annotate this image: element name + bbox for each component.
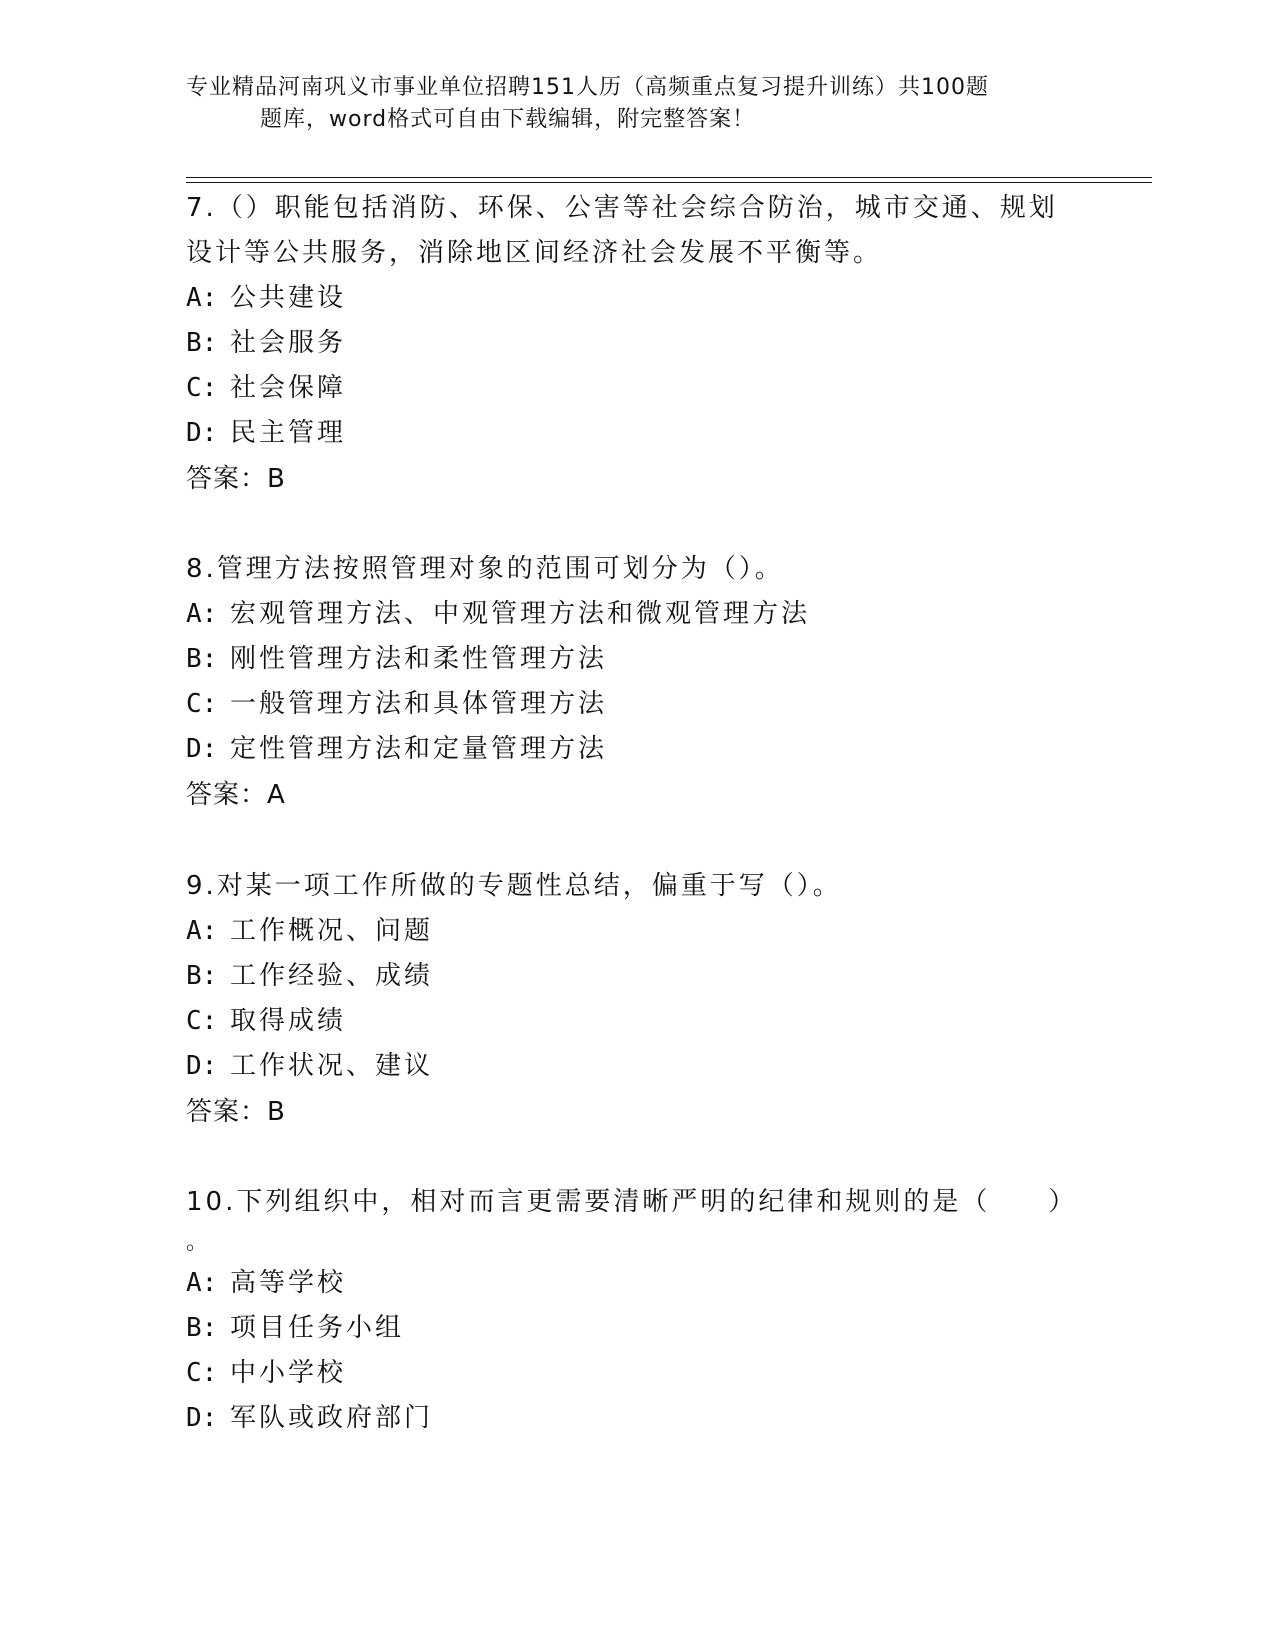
- option-d: [186, 1396, 1066, 1441]
- question-stem: 7.（）职能包括消防、环保、公害等社会综合防治，城市交通、规划: [186, 193, 1058, 223]
- option-c: [186, 366, 1066, 411]
- header-line-1: 专业精品河南巩义市事业单位招聘151人历（高频重点复习提升训练）共100题: [186, 75, 989, 100]
- option-text: 公共建设: [230, 283, 347, 313]
- question-7: [186, 186, 1066, 502]
- option-letter: D:: [186, 734, 218, 764]
- option-text: 刚性管理方法和柔性管理方法: [230, 644, 608, 674]
- question-stem-continued: 。: [186, 1230, 209, 1255]
- option-letter: C:: [186, 373, 218, 403]
- option-c: [186, 682, 1066, 727]
- option-text: 高等学校: [230, 1268, 347, 1298]
- document-header: [186, 72, 1066, 136]
- option-text: 社会保障: [230, 373, 347, 403]
- option-letter: B:: [186, 328, 218, 358]
- option-b: [186, 1306, 1066, 1351]
- option-text: 工作经验、成绩: [230, 961, 434, 991]
- option-text: 民主管理: [230, 418, 347, 448]
- option-b: [186, 637, 1066, 682]
- question-stem: 8.管理方法按照管理对象的范围可划分为（）。: [186, 554, 784, 584]
- option-text: 军队或政府部门: [230, 1403, 434, 1433]
- option-d: [186, 1044, 1066, 1089]
- option-a: [186, 276, 1066, 321]
- option-a: [186, 592, 1066, 637]
- question-stem: 10.下列组织中，相对而言更需要清晰严明的纪律和规则的是（ ）: [186, 1187, 1078, 1217]
- question-10: [186, 1180, 1078, 1441]
- option-c: [186, 999, 1066, 1044]
- option-text: 中小学校: [230, 1358, 347, 1388]
- option-text: 宏观管理方法、中观管理方法和微观管理方法: [230, 599, 811, 629]
- option-text: 工作概况、问题: [230, 916, 434, 946]
- option-c: [186, 1351, 1066, 1396]
- option-text: 社会服务: [230, 328, 347, 358]
- option-text: 定性管理方法和定量管理方法: [230, 734, 608, 764]
- option-letter: C:: [186, 1006, 218, 1036]
- option-d: [186, 727, 1066, 772]
- option-b: [186, 954, 1066, 999]
- option-letter: A:: [186, 916, 218, 946]
- option-letter: A:: [186, 283, 218, 313]
- answer: 答案：A: [186, 780, 286, 810]
- option-letter: B:: [186, 961, 218, 991]
- question-stem-continued: 设计等公共服务，消除地区间经济社会发展不平衡等。: [186, 238, 883, 268]
- header-divider-bottom: [186, 182, 1152, 183]
- answer: 答案：B: [186, 464, 286, 494]
- option-letter: D:: [186, 1403, 218, 1433]
- option-text: 取得成绩: [230, 1006, 347, 1036]
- option-letter: A:: [186, 599, 218, 629]
- answer: 答案：B: [186, 1097, 286, 1127]
- option-text: 工作状况、建议: [230, 1051, 434, 1081]
- question-8: [186, 547, 1066, 818]
- option-d: [186, 411, 1066, 456]
- option-letter: B:: [186, 1313, 218, 1343]
- option-a: [186, 1261, 1066, 1306]
- option-b: [186, 321, 1066, 366]
- option-letter: A:: [186, 1268, 218, 1298]
- question-9: [186, 864, 1066, 1135]
- header-divider-top: [186, 177, 1152, 178]
- option-text: 项目任务小组: [230, 1313, 405, 1343]
- option-letter: D:: [186, 418, 218, 448]
- option-text: 一般管理方法和具体管理方法: [230, 689, 608, 719]
- option-letter: C:: [186, 689, 218, 719]
- option-a: [186, 909, 1066, 954]
- header-line-2: 题库，word格式可自由下载编辑，附完整答案！: [260, 107, 756, 132]
- option-letter: D:: [186, 1051, 218, 1081]
- option-letter: B:: [186, 644, 218, 674]
- question-stem: 9.对某一项工作所做的专题性总结，偏重于写（）。: [186, 871, 842, 901]
- option-letter: C:: [186, 1358, 218, 1388]
